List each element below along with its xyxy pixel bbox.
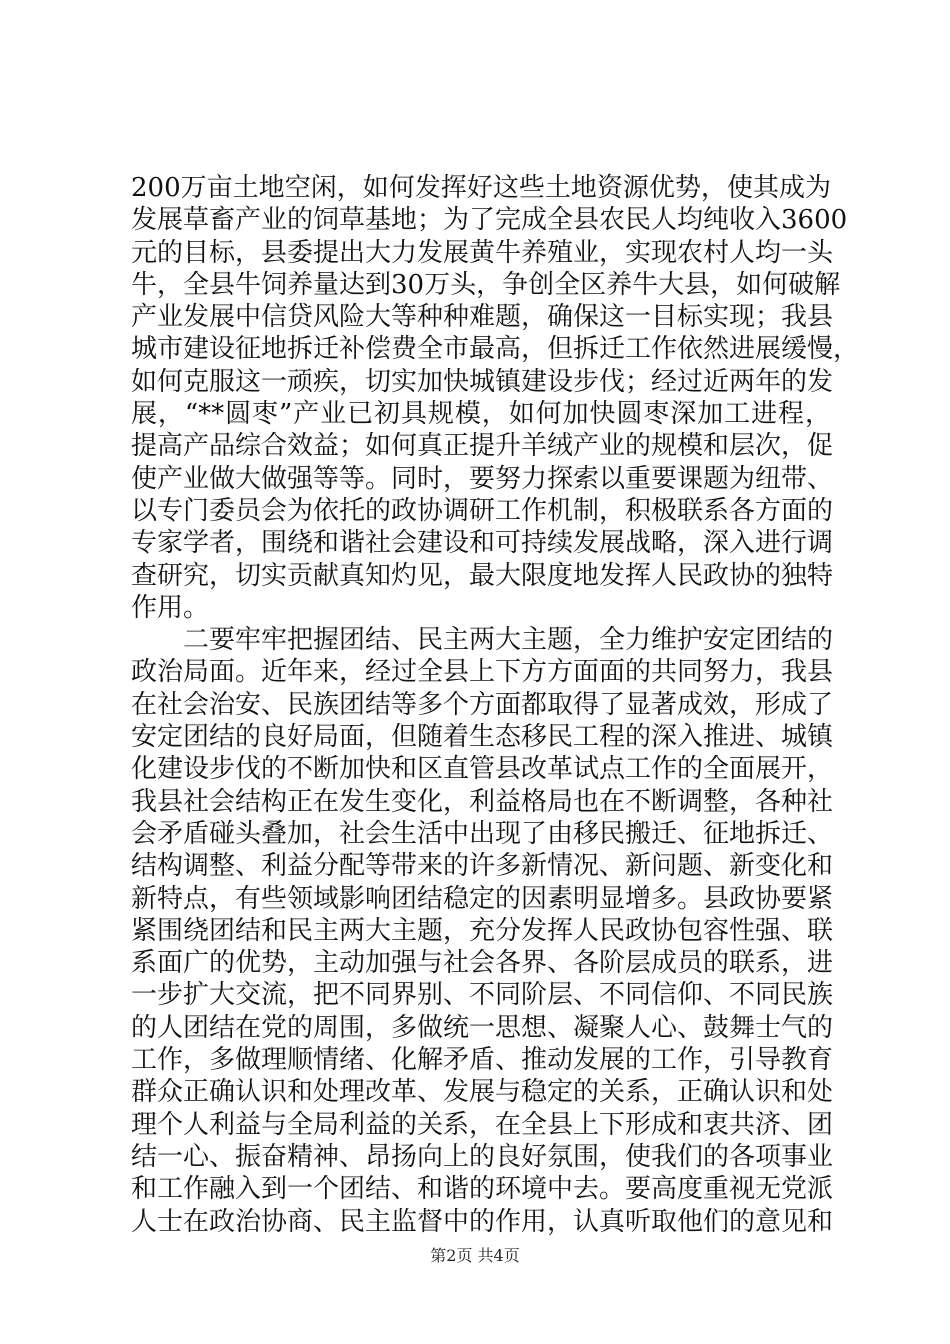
text-line: 作用。 (131, 592, 210, 623)
text-line: 紧围绕团结和民主两大主题，充分发挥人民政协包容性强、联 (131, 915, 834, 946)
text-line: 二要牢牢把握团结、民主两大主题，全力维护安定团结的 (131, 625, 834, 656)
text-line: 我县社会结构正在发生变化，利益格局也在不断调整，各种社 (131, 786, 834, 817)
text-line: 一步扩大交流，把不同界别、不同阶层、不同信仰、不同民族 (131, 980, 834, 1011)
text-line: 人士在政治协商、民主监督中的作用，认真听取他们的意见和 (131, 1206, 834, 1237)
text-line: 产业发展中信贷风险大等种种难题，确保这一目标实现；我县 (131, 302, 834, 333)
text-line: 结构调整、利益分配等带来的许多新情况、新问题、新变化和 (131, 851, 834, 882)
text-line: 在社会治安、民族团结等多个方面都取得了显著成效，形成了 (131, 689, 834, 720)
page-footer: 第2页 共4页 (430, 1246, 520, 1265)
text-line: 的人团结在党的周围，多做统一思想、凝聚人心、鼓舞士气的 (131, 1012, 834, 1043)
text-line: 理个人利益与全局利益的关系，在全县上下形成和衷共济、团 (131, 1109, 834, 1140)
body-text (131, 172, 860, 1238)
text-line: 以专门委员会为依托的政协调研工作机制，积极联系各方面的 (131, 495, 834, 526)
text-line: 200万亩土地空闲，如何发挥好这些土地资源优势，使其成为 (131, 173, 831, 203)
text-line: 发展草畜产业的饲草基地；为了完成全县农民人均纯收入3600 (131, 205, 848, 236)
text-line: 牛，全县牛饲养量达到30万头，争创全区养牛大县，如何破解 (131, 269, 841, 300)
text-line: 群众正确认识和处理改革、发展与稳定的关系，正确认识和处 (131, 1077, 834, 1108)
text-line: 化建设步伐的不断加快和区直管县改革试点工作的全面展开， (131, 754, 834, 785)
text-line: 会矛盾碰头叠加，社会生活中出现了由移民搬迁、征地拆迁、 (131, 818, 834, 849)
text-line: 系面广的优势，主动加强与社会各界、各阶层成员的联系，进 (131, 948, 834, 979)
text-line: 如何克服这一顽疾，切实加快城镇建设步伐；经过近两年的发 (131, 366, 834, 397)
text-line: 结一心、振奋精神、昂扬向上的良好氛围，使我们的各项事业 (131, 1141, 834, 1172)
text-line: 政治局面。近年来，经过全县上下方方面面的共同努力，我县 (131, 657, 834, 688)
text-line: 元的目标，县委提出大力发展黄牛养殖业，实现农村人均一头 (131, 237, 834, 268)
text-line: 安定团结的良好局面，但随着生态移民工程的深入推进、城镇 (131, 722, 834, 753)
text-line: 工作，多做理顺情绪、化解矛盾、推动发展的工作，引导教育 (131, 1045, 834, 1076)
text-line: 城市建设征地拆迁补偿费全市最高，但拆迁工作依然进展缓慢， (131, 334, 860, 365)
text-line: 新特点，有些领域影响团结稳定的因素明显增多。县政协要紧 (131, 883, 834, 914)
text-line: 展，“**圆枣”产业已初具规模，如何加快圆枣深加工进程， (131, 399, 831, 430)
text-line: 专家学者，围绕和谐社会建设和可持续发展战略，深入进行调 (131, 528, 834, 559)
text-line: 提高产品综合效益；如何真正提升羊绒产业的规模和层次，促 (131, 431, 834, 462)
text-line: 和工作融入到一个团结、和谐的环境中去。要高度重视无党派 (131, 1174, 834, 1205)
text-line: 使产业做大做强等等。同时，要努力探索以重要课题为纽带、 (131, 463, 834, 494)
text-line: 查研究，切实贡献真知灼见，最大限度地发挥人民政协的独特 (131, 560, 834, 591)
